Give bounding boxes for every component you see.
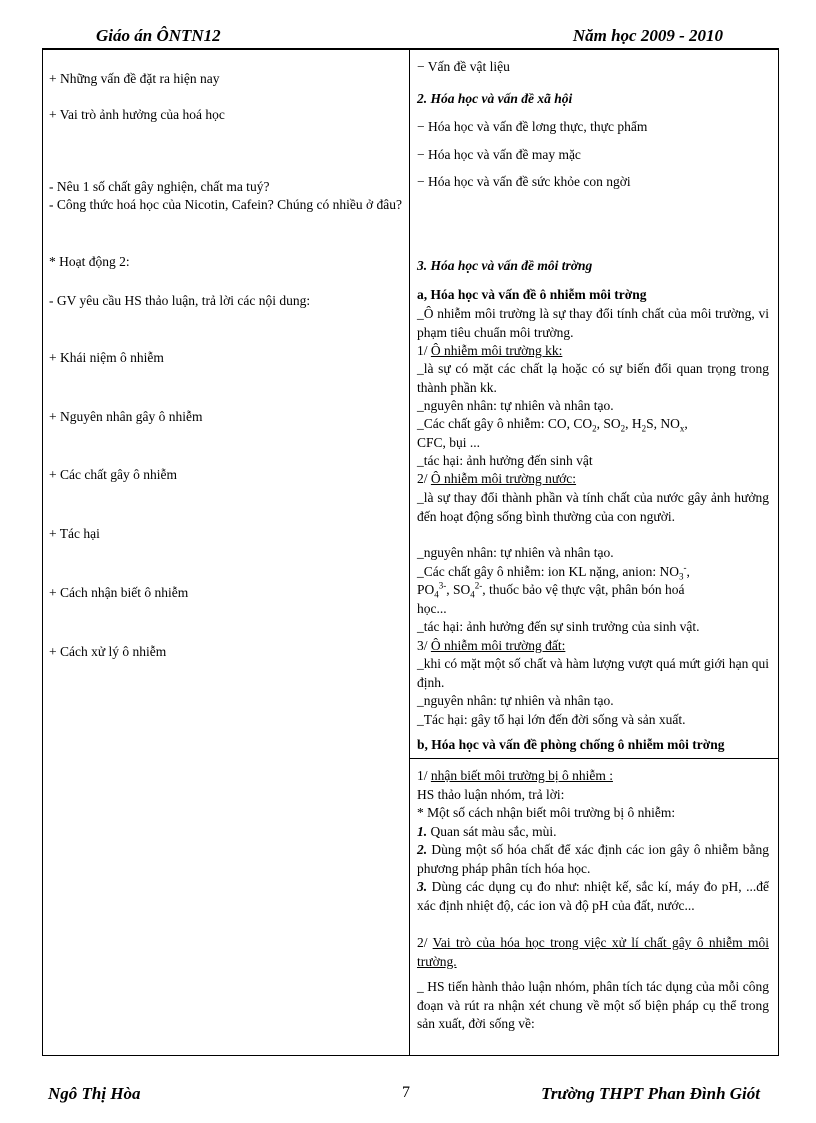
- right-line: − Hóa học và vấn đề may mặc: [417, 147, 581, 162]
- right-line: 1/ Ô nhiễm môi trường kk:: [417, 343, 563, 358]
- header-left: Giáo án ÔNTN12: [96, 26, 221, 45]
- right-line: _nguyên nhân: tự nhiên và nhân tạo.: [417, 693, 614, 708]
- right-paragraph: _ HS tiến hành thảo luận nhóm, phân tích tác dụng của mỗi công đoạn và rút ra nhận xét chung về một số biện pháp cụ thể trong sản xuất, đời sống về:: [417, 979, 769, 1031]
- right-line: _Tác hại: gây tổ hại lớn đến đời sống và sản xuất.: [417, 712, 686, 727]
- right-line: * Một số cách nhận biết môi trường bị ô nhiễm:: [417, 805, 676, 820]
- right-line: _nguyên nhân: tự nhiên và nhân tạo.: [417, 398, 614, 413]
- right-line: _nguyên nhân: tự nhiên và nhân tạo.: [417, 545, 614, 560]
- sub-heading: b, Hóa học và vấn đề phòng chống ô nhiễm môi trờng: [417, 737, 725, 752]
- right-paragraph: _khi có mặt một số chất và hàm lượng vượt quá mứt giới hạn qui định.: [417, 656, 769, 690]
- left-line: + Vai trò ảnh hưởng của hoá học: [49, 107, 225, 122]
- right-line: − Hóa học và vấn đề sức khỏe con ngời: [417, 174, 631, 189]
- left-line: - GV yêu cầu HS thảo luận, trả lời các nội dung:: [49, 293, 311, 308]
- footer-author: Ngô Thị Hòa: [48, 1084, 141, 1103]
- lesson-table: [42, 50, 779, 1056]
- header-right: Năm học 2009 - 2010: [572, 26, 723, 45]
- formula-line: _Các chất gây ô nhiễm: CO, $CO_2$, $SO_2$, $H_2S$, $NO_x$,: [417, 416, 688, 434]
- row-separator: [410, 758, 778, 759]
- left-line: + Cách xử lý ô nhiễm: [49, 644, 167, 659]
- right-line: − Hóa học và vấn đề lơng thực, thực phẩm: [417, 119, 648, 134]
- right-paragraph: 2/ Vai trò của hóa học trong việc xử lí chất gây ô nhiễm môi trường.: [417, 935, 769, 969]
- left-line: + Nguyên nhân gây ô nhiễm: [49, 409, 203, 424]
- left-line: + Tác hại: [49, 526, 100, 541]
- right-paragraph: _là sự thay đổi thành phần và tính chất của nước gây ảnh hưởng đến hoạt động sống bình thường của con người.: [417, 490, 769, 524]
- right-line: 2/ Ô nhiễm môi trường nước:: [417, 471, 577, 486]
- right-line: học...: [417, 601, 447, 616]
- right-paragraph: _Ô nhiễm môi trường là sự thay đổi tính chất của môi trường, vi phạm tiêu chuẩn môi trường.: [417, 306, 769, 340]
- left-line: - Nêu 1 số chất gây nghiện, chất ma tuý?: [49, 179, 270, 194]
- right-line: 3/ Ô nhiễm môi trường đất:: [417, 638, 566, 653]
- right-paragraph: 3. Dùng các dụng cụ đo như: nhiệt kế, sắc kí, máy đo pH, ...để xác định nhiệt độ, các ion và độ pH của đất, nước...: [417, 879, 769, 913]
- page-number: 7: [402, 1084, 410, 1101]
- sub-heading: a, Hóa học và vấn đề ô nhiễm môi trờng: [417, 287, 647, 302]
- left-line: - Công thức hoá học của Nicotin, Cafein? Chúng có nhiều ở đâu?: [49, 197, 402, 212]
- formula-line: _Các chất gây ô nhiễm: ion KL nặng, anion: $NO_3^-$,: [417, 562, 690, 582]
- right-line: CFC, bụi ...: [417, 435, 481, 450]
- section-heading: 3. Hóa học và vấn đề môi trờng: [417, 258, 593, 273]
- right-line: _tác hại: ảnh hưởng đến sự sinh trưởng của sinh vật.: [417, 619, 700, 634]
- right-line: − Vấn đề vật liệu: [417, 59, 510, 74]
- right-line: _tác hại: ảnh hưởng đến sinh vật: [417, 453, 593, 468]
- right-paragraph: 2. Dùng một số hóa chất để xác định các ion gây ô nhiễm bằng phương pháp phân tích hóa học.: [417, 842, 769, 876]
- right-line: HS thảo luận nhóm, trả lời:: [417, 787, 565, 802]
- left-line: + Những vấn đề đặt ra hiện nay: [49, 71, 220, 86]
- right-paragraph: _là sự có mặt các chất lạ hoặc có sự biến đổi quan trọng trong thành phần kk.: [417, 361, 769, 395]
- section-heading: 2. Hóa học và vấn đề xã hội: [417, 91, 573, 106]
- footer-school: Trường THPT Phan Đình Giót: [541, 1084, 760, 1103]
- column-divider: [409, 50, 410, 1055]
- left-line: + Cách nhận biết ô nhiễm: [49, 585, 189, 600]
- right-line: 1/ nhận biết môi trường bị ô nhiễm :: [417, 768, 613, 783]
- left-line: * Hoạt động 2:: [49, 254, 130, 269]
- formula-line: $PO_4^{3-}$, $SO_4^{2-}$, thuốc bảo vệ thực vật, phân bón hoá: [417, 580, 685, 600]
- right-line: 1. Quan sát màu sắc, mùi.: [417, 824, 557, 839]
- left-line: + Khái niệm ô nhiễm: [49, 350, 164, 365]
- left-line: + Các chất gây ô nhiễm: [49, 467, 177, 482]
